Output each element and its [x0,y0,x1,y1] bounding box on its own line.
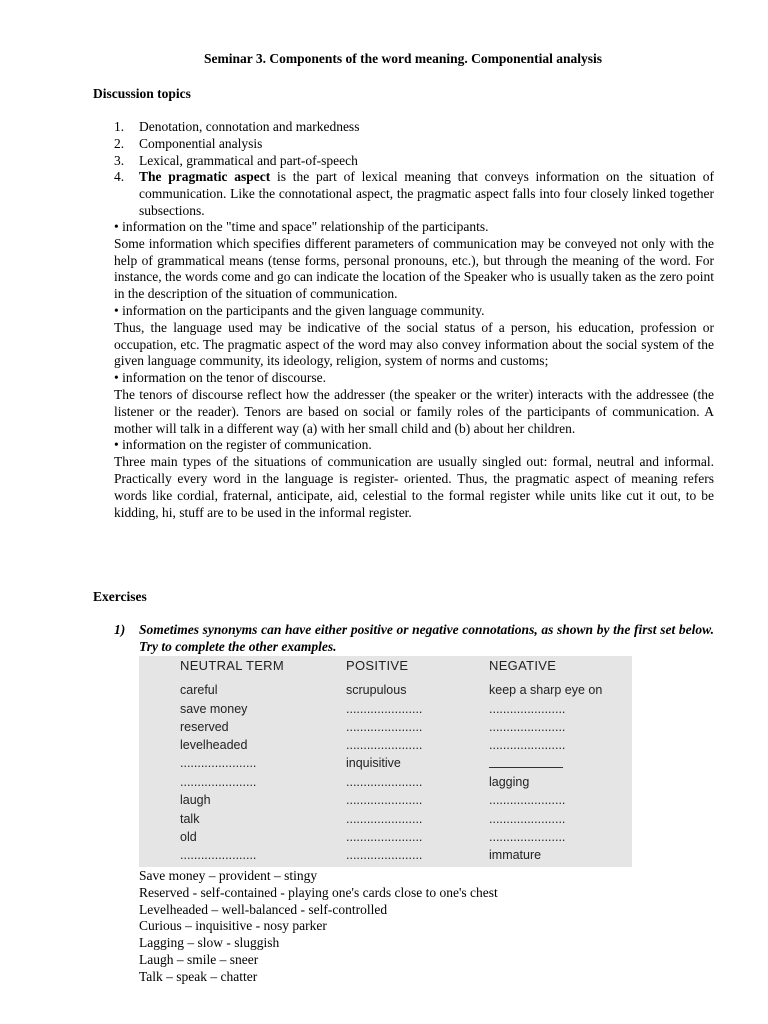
topic-rest: is the part of lexical meaning that conveys information on the situation of communication. Like the connotational aspect, the pragmatic aspect falls into four closely linked together subsections. [139,169,714,218]
paragraph: The tenors of discourse reflect how the addresser (the speaker or the writer) interacts with the addressee (the listener or the reader). Tenors are based on social or family roles of the participants of communication. A mother will talk in a different way (a) with her small child and (b) about her children. [114,386,714,436]
list-item [114,119,714,136]
table-cell: ...................... [489,793,566,807]
table-cell: ...................... [489,702,566,716]
table-cell: levelheaded [180,738,248,752]
topic-number: 2. [114,135,125,151]
table-cell: laugh [180,793,211,807]
table-cell: ...................... [489,812,566,826]
topic-number: 3. [114,152,125,168]
table-cell: ...................... [346,848,423,862]
discussion-heading: Discussion topics [93,86,191,101]
table-cell: ...................... [346,738,423,752]
table-cell: ...................... [180,848,257,862]
table-cell: inquisitive [346,756,401,770]
paragraph: Three main types of the situations of communication are usually singled out: formal, neutral and informal. Practically every word in the language is register- oriented. Thus, the pragmatic aspect of meaning refers words like cordial, fraternal, anticipate, aid, celestial to the formal register while units like cut it out, to be kidding, hi, stuff are to be used in the informal register. [114,454,714,520]
table-cell: immature [489,848,542,862]
table-cell: ...................... [180,756,257,770]
table-cell: talk [180,812,200,826]
answers-list [139,868,498,986]
topics-list [114,119,714,220]
table-cell: reserved [180,720,229,734]
list-item [114,153,714,170]
answer-line: Curious – inquisitive - nosy parker [139,918,327,934]
list-item [114,136,714,153]
topic-text: Lexical, grammatical and part-of-speech [139,152,358,168]
table-cell: keep a sharp eye on [489,683,603,697]
bullet-paragraph: • information on the participants and the given language community. [114,302,485,318]
topic-number: 4. [114,169,125,185]
body-text [114,219,714,521]
table-cell: old [180,830,197,844]
page-title: Seminar 3. Components of the word meaning. Componential analysis [203,51,603,66]
bullet-paragraph: • information on the register of communication. [114,437,372,453]
answer-line: Save money – provident – stingy [139,868,318,883]
bullet-paragraph: • information on the tenor of discourse. [114,370,327,386]
answer-line: Levelheaded – well-balanced - self-controlled [139,901,388,917]
list-item [114,169,714,219]
paragraph: Some information which specifies different parameters of communication may be conveyed not only with the help of grammatical means (tense forms, personal pronouns, etc.), but through the meaning of the word. For instance, the words come and go can indicate the location of the Speaker who is usually taken as the zero point in the description of the situation of communication. [114,235,714,302]
exercises-heading: Exercises [93,589,147,604]
exercise-question [114,622,714,656]
table-cell: save money [180,702,248,716]
table-cell: ...................... [346,793,423,807]
table-header: POSITIVE [346,658,409,673]
table-cell: lagging [489,775,530,789]
answer-line: Reserved - self-contained - playing one's cards close to one's chest [139,884,498,900]
table-cell: ...................... [346,720,423,734]
table-cell: ...................... [346,775,423,789]
paragraph: Thus, the language used may be indicative of the social status of a person, his education, profession or occupation, etc. The pragmatic aspect of the word may also convey information about the social system of the given language community, its ideology, religion, system of norms and customs; [114,319,714,369]
table-cell: careful [180,683,218,697]
answer-line: Lagging – slow - sluggish [139,935,280,951]
topic-text: Componential analysis [139,135,263,151]
table-cell: ...................... [346,702,423,716]
table-cell: ...................... [489,830,566,844]
table-cell: scrupulous [346,683,407,697]
table-cell: ...................... [180,775,257,789]
synonym-table-image [139,656,632,867]
exercise-text: Sometimes synonyms can have either positive or negative connotations, as shown by the first set below. Try to complete the other examples. [139,622,714,654]
answer-line: Talk – speak – chatter [139,968,258,984]
table-cell: ...................... [346,812,423,826]
table-cell: ...................... [346,830,423,844]
topic-text: Denotation, connotation and markedness [139,119,360,134]
table-header: NEGATIVE [489,658,557,673]
answer-line: Laugh – smile – sneer [139,951,259,967]
bullet-paragraph: • information on the "time and space" relationship of the participants. [114,219,489,234]
table-cell: ...................... [489,720,566,734]
topic-bold-term: The pragmatic aspect [139,169,271,185]
topic-text [139,169,714,219]
topic-number: 1. [114,119,125,134]
table-header: NEUTRAL TERM [180,658,285,673]
table-cell: ...................... [489,738,566,752]
blank-line [489,767,563,768]
exercise-number: 1) [114,622,126,637]
